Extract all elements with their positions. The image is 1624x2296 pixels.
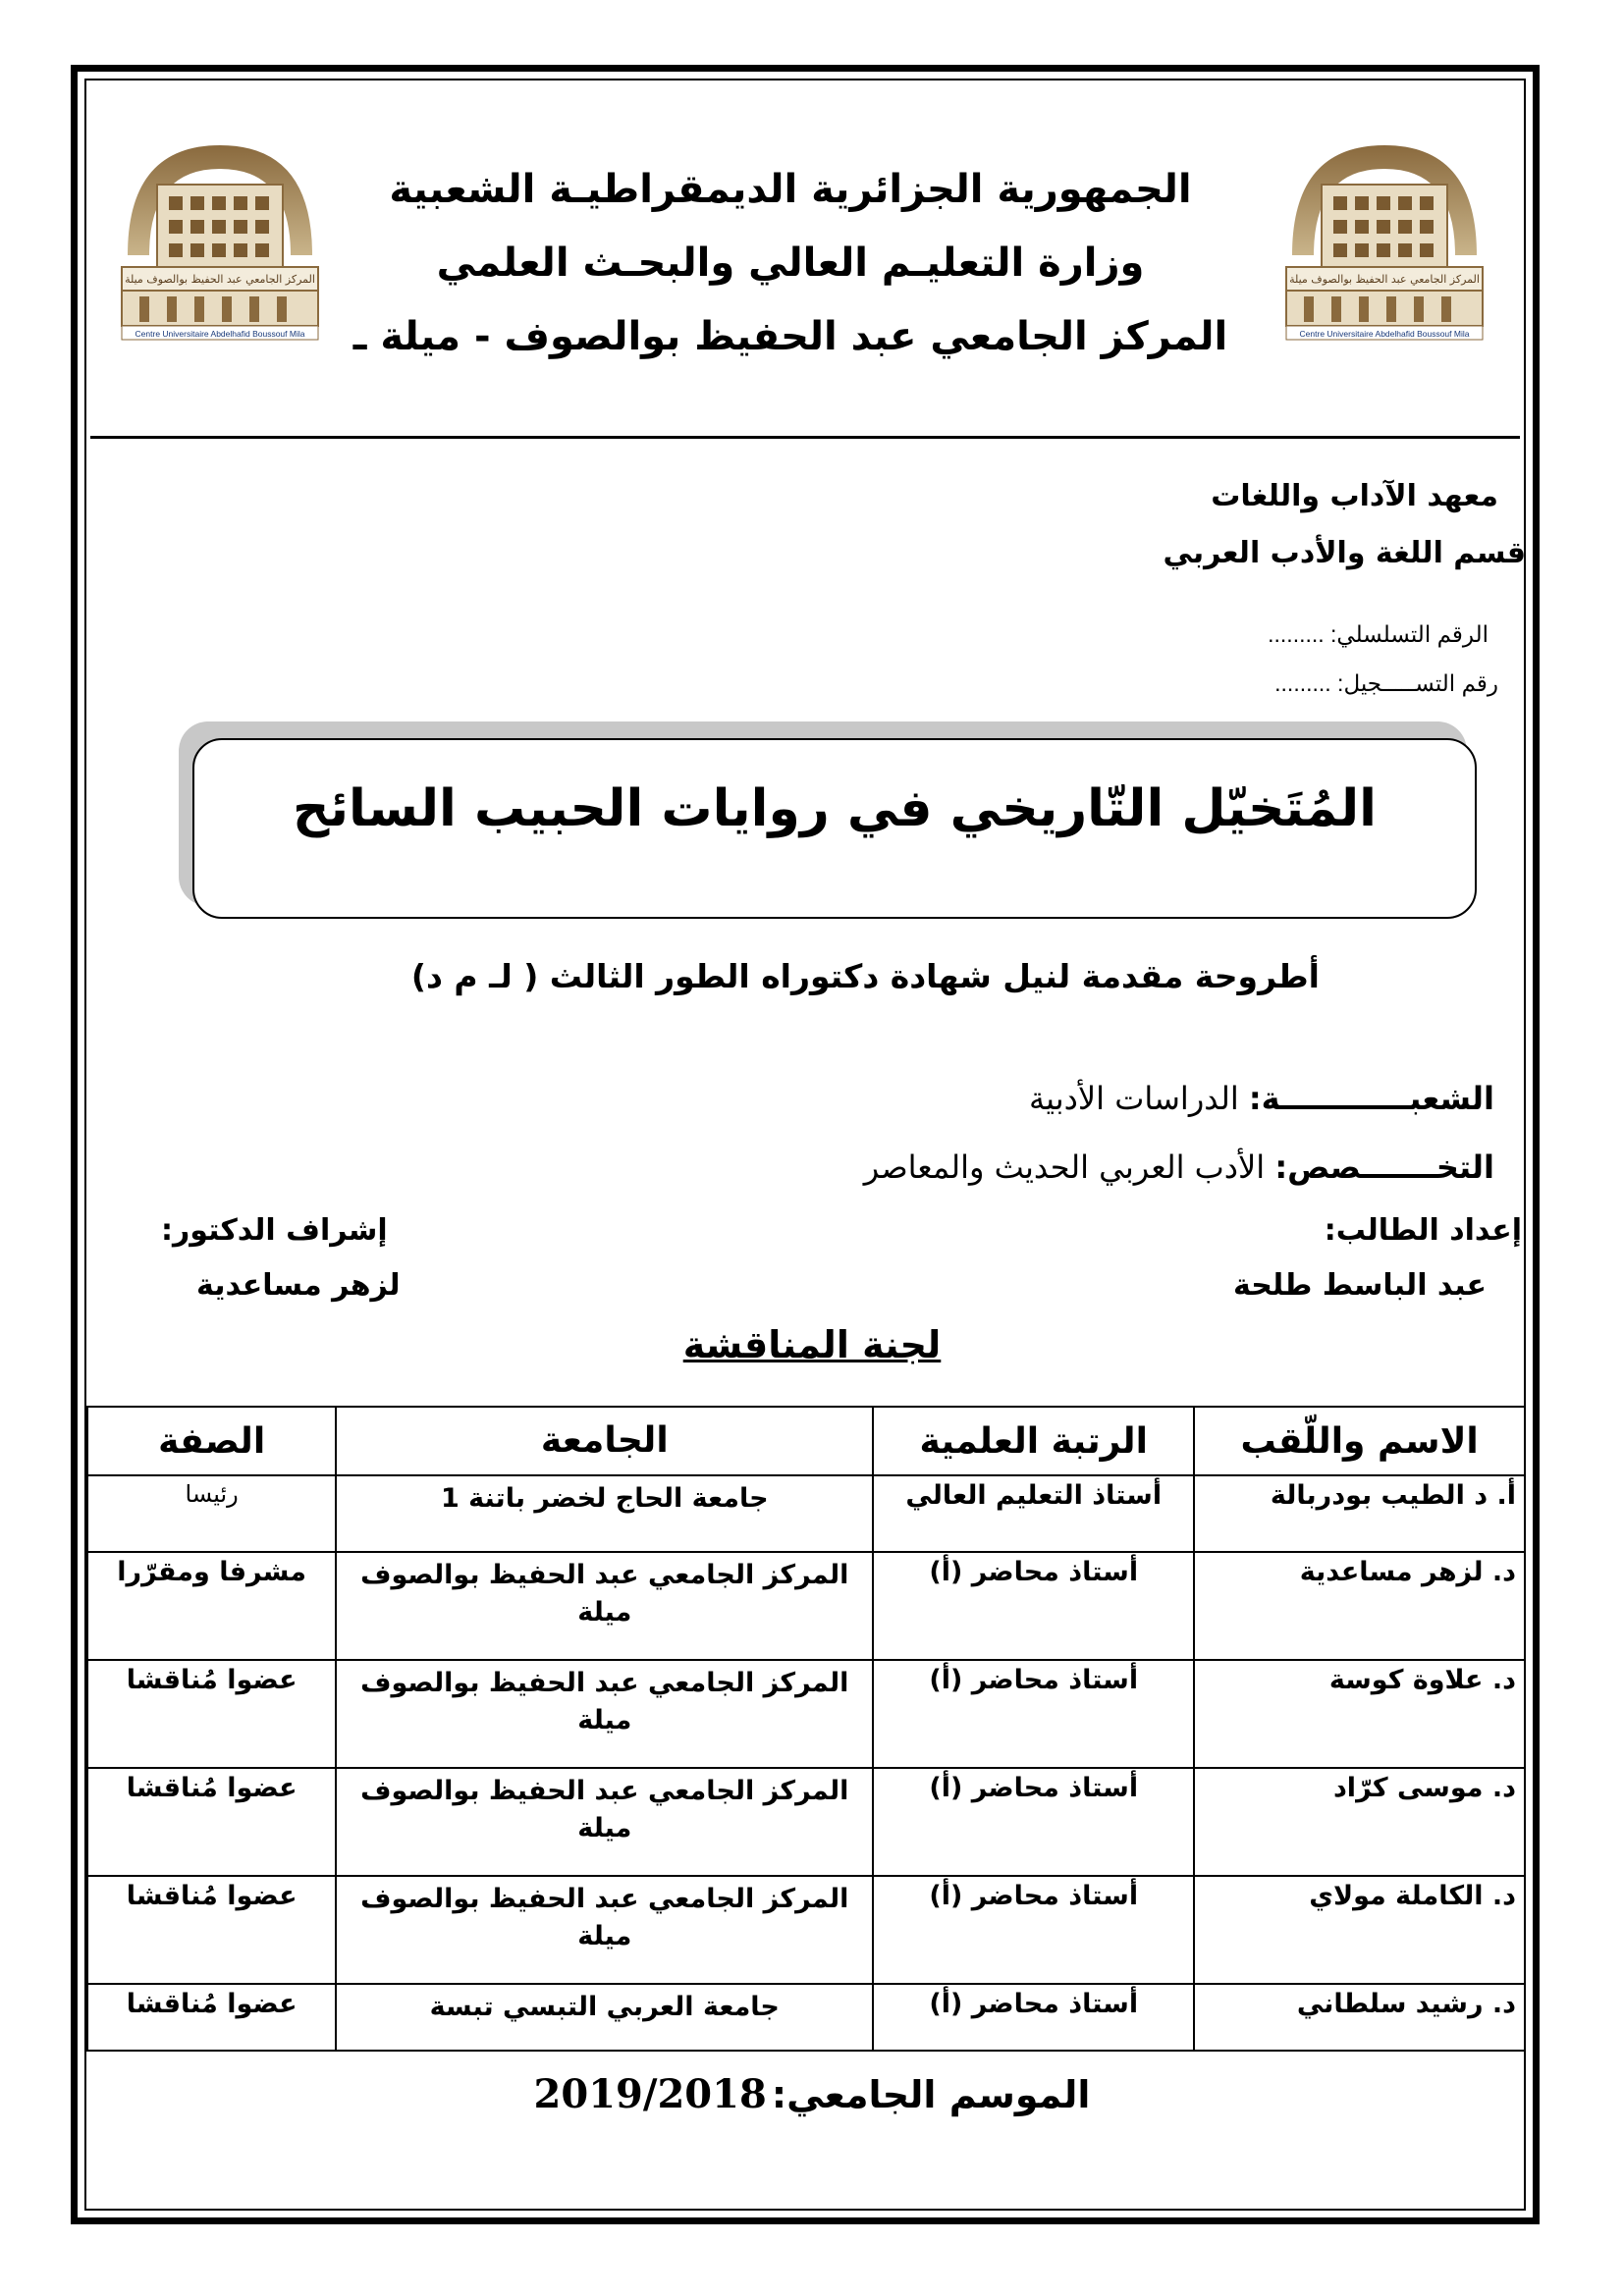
member-rank: أستاذ محاضر (أ)	[873, 1552, 1194, 1660]
committee-heading-wrap	[0, 1323, 1624, 1366]
svg-text:Centre Universitaire Abdelhafi: Centre Universitaire Abdelhafid Boussouf Mila	[1299, 329, 1470, 339]
committee-heading: لجنة المناقشة	[682, 1323, 942, 1366]
member-university: المركز الجامعي عبد الحفيظ بوالصوف ميلة	[336, 1768, 873, 1876]
header-role: الصفة	[87, 1407, 336, 1475]
table-row	[87, 1984, 1525, 2051]
specialty-field	[864, 1148, 1494, 1186]
supervisor-name: لزهر مساعدية	[196, 1268, 401, 1303]
member-university: المركز الجامعي عبد الحفيظ بوالصوف ميلة	[336, 1876, 873, 1984]
header-separator	[90, 436, 1520, 439]
header-republic: الجمهورية الجزائرية الديمقراطيـة الشعبية	[389, 167, 1192, 212]
svg-text:المركز الجامعي عبد الحفيظ بوال: المركز الجامعي عبد الحفيظ بوالصوف ميلة	[1289, 273, 1480, 286]
member-role: رئيسا	[87, 1475, 336, 1552]
member-role: مشرفا ومقرّرا	[87, 1552, 336, 1660]
member-rank: أستاذ محاضر (أ)	[873, 1984, 1194, 2051]
header-name: الاسم واللّقب	[1194, 1407, 1525, 1475]
university-logo-left	[118, 137, 322, 348]
member-role: عضوا مُناقشا	[87, 1876, 336, 1984]
table-row	[87, 1768, 1525, 1876]
branch-label: الشعبــــــــــــة:	[1248, 1080, 1494, 1117]
department-name: قسم اللغة والأدب العربي	[1163, 536, 1526, 570]
member-role: عضوا مُناقشا	[87, 1984, 336, 2051]
student-name: عبد الباسط طلحة	[1233, 1268, 1487, 1303]
member-name: د. علاوة كوسة	[1194, 1660, 1525, 1768]
member-role: عضوا مُناقشا	[87, 1660, 336, 1768]
member-role: عضوا مُناقشا	[87, 1768, 336, 1876]
season-label: الموسم الجامعي:	[771, 2073, 1091, 2116]
member-rank: أستاذ محاضر (أ)	[873, 1768, 1194, 1876]
branch-value: الدراسات الأدبية	[1028, 1080, 1249, 1117]
specialty-value: الأدب العربي الحديث والمعاصر	[863, 1148, 1275, 1186]
member-rank: أستاذ محاضر (أ)	[873, 1660, 1194, 1768]
member-name: أ. د الطيب بودربالة	[1194, 1475, 1525, 1552]
season-year: 2019/2018	[533, 2071, 767, 2117]
student-label: إعداد الطالب:	[1324, 1213, 1522, 1248]
table-row	[87, 1475, 1525, 1552]
member-university: جامعة الحاج لخضر باتنة 1	[336, 1475, 873, 1552]
member-rank: أستاذ التعليم العالي	[873, 1475, 1194, 1552]
header-ministry: وزارة التعليـم العالي والبحـث العلمي	[436, 240, 1145, 286]
header-university: الجامعة	[336, 1407, 873, 1475]
table-row	[87, 1552, 1525, 1660]
member-university: المركز الجامعي عبد الحفيظ بوالصوف ميلة	[336, 1660, 873, 1768]
table-header-row	[87, 1407, 1525, 1475]
committee-table	[86, 1406, 1526, 2052]
table-row	[87, 1660, 1525, 1768]
institute-name: معهد الآداب واللغات	[1211, 479, 1498, 513]
svg-text:المركز الجامعي عبد الحفيظ بوال: المركز الجامعي عبد الحفيظ بوالصوف ميلة	[125, 273, 315, 286]
table-row	[87, 1876, 1525, 1984]
supervisor-label: إشراف الدكتور:	[161, 1213, 388, 1248]
member-name: د. موسى كرّاد	[1194, 1768, 1525, 1876]
registration-number: رقم التســـــجيل: .........	[1274, 670, 1498, 696]
thesis-title-box	[192, 738, 1477, 919]
header-rank: الرتبة العلمية	[873, 1407, 1194, 1475]
header-university: المركز الجامعي عبد الحفيظ بوالصوف - ميلة ـ	[352, 314, 1228, 359]
building-logo-icon	[118, 137, 322, 348]
specialty-label: التخـــــــصص:	[1274, 1148, 1494, 1186]
thesis-subtitle: أطروحة مقدمة لنيل شهادة دكتوراه الطور الثالث ( لـ م د)	[410, 957, 1320, 995]
building-logo-icon	[1282, 137, 1487, 348]
member-rank: أستاذ محاضر (أ)	[873, 1876, 1194, 1984]
branch-field	[1029, 1080, 1494, 1117]
academic-season	[0, 2071, 1624, 2117]
member-name: د. رشيد سلطاني	[1194, 1984, 1525, 2051]
thesis-title: المُتَخيّل التّاريخي في روايات الحبيب السائح	[293, 779, 1377, 838]
member-name: د. الكاملة مولاي	[1194, 1876, 1525, 1984]
member-name: د. لزهر مساعدية	[1194, 1552, 1525, 1660]
university-logo-right	[1282, 137, 1487, 348]
member-university: المركز الجامعي عبد الحفيظ بوالصوف ميلة	[336, 1552, 873, 1660]
serial-number: الرقم التسلسلي: .........	[1268, 621, 1489, 647]
svg-text:Centre Universitaire Abdelhafi: Centre Universitaire Abdelhafid Boussouf Mila	[135, 329, 305, 339]
member-university: جامعة العربي التبسي تبسة	[336, 1984, 873, 2051]
